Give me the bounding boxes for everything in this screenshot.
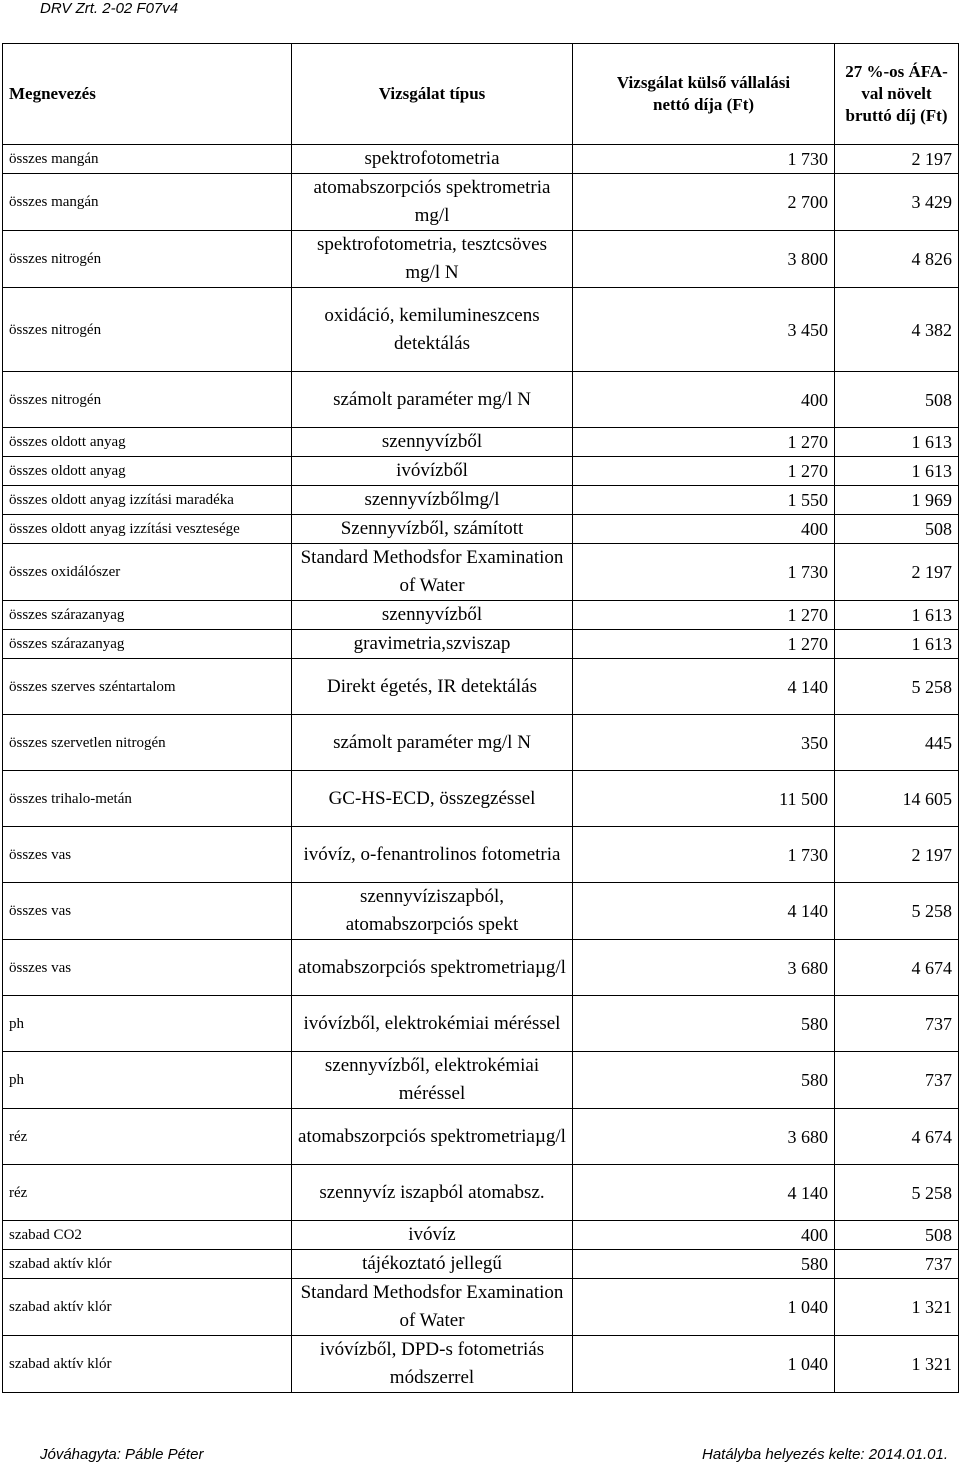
- table-row: [3, 883, 959, 940]
- row-test-type: szennyvíz iszapból atomabsz.: [292, 1165, 573, 1221]
- row-gross-fee: 445: [835, 715, 959, 771]
- row-net-fee: 580: [573, 1052, 835, 1109]
- table-row: [3, 771, 959, 827]
- row-net-fee: 4 140: [573, 883, 835, 940]
- row-gross-fee: 4 382: [835, 288, 959, 372]
- row-test-type: ivóvízből, DPD-s fotometriás módszerrel: [292, 1336, 573, 1393]
- row-test-type: tájékoztató jellegű: [292, 1250, 573, 1279]
- table-row: [3, 1052, 959, 1109]
- row-net-fee: 400: [573, 1221, 835, 1250]
- table-row: [3, 996, 959, 1052]
- table-row: [3, 827, 959, 883]
- row-net-fee: 1 270: [573, 428, 835, 457]
- header-net-fee: Vizsgálat külső vállalási nettó díja (Ft): [573, 44, 835, 145]
- row-gross-fee: 5 258: [835, 1165, 959, 1221]
- row-net-fee: 4 140: [573, 659, 835, 715]
- row-test-type: ivóvízből, elektrokémiai méréssel: [292, 996, 573, 1052]
- row-test-type: Direkt égetés, IR detektálás: [292, 659, 573, 715]
- row-gross-fee: 737: [835, 1052, 959, 1109]
- approved-by: Jóváhagyta: Páble Péter: [40, 1446, 204, 1463]
- row-gross-fee: 1 613: [835, 428, 959, 457]
- row-test-type: Szennyvízből, számított: [292, 515, 573, 544]
- row-gross-fee: 4 674: [835, 1109, 959, 1165]
- row-name: szabad CO2: [3, 1221, 292, 1250]
- row-test-type: gravimetria,szviszap: [292, 630, 573, 659]
- row-net-fee: 3 680: [573, 1109, 835, 1165]
- row-net-fee: 580: [573, 1250, 835, 1279]
- row-gross-fee: 1 613: [835, 601, 959, 630]
- row-net-fee: 3 450: [573, 288, 835, 372]
- row-name: szabad aktív klór: [3, 1279, 292, 1336]
- row-name: összes oldott anyag izzítási maradéka: [3, 486, 292, 515]
- table-row: [3, 428, 959, 457]
- row-test-type: számolt paraméter mg/l N: [292, 715, 573, 771]
- row-test-type: oxidáció, kemilumineszcens detektálás: [292, 288, 573, 372]
- table-body: [3, 145, 959, 1393]
- row-name: összes oldott anyag: [3, 428, 292, 457]
- row-gross-fee: 5 258: [835, 659, 959, 715]
- price-table: [2, 43, 959, 1393]
- row-name: összes oldott anyag izzítási vesztesége: [3, 515, 292, 544]
- row-test-type: szennyvízből: [292, 601, 573, 630]
- document-code: DRV Zrt. 2-02 F07v4: [40, 0, 179, 17]
- table-row: [3, 630, 959, 659]
- row-test-type: számolt paraméter mg/l N: [292, 372, 573, 428]
- row-test-type: ivóvíz: [292, 1221, 573, 1250]
- row-name: összes oxidálószer: [3, 544, 292, 601]
- row-gross-fee: 1 613: [835, 630, 959, 659]
- table-row: [3, 1250, 959, 1279]
- table-row: [3, 174, 959, 231]
- row-test-type: ivóvízből: [292, 457, 573, 486]
- row-name: összes trihalo-metán: [3, 771, 292, 827]
- table-row: [3, 601, 959, 630]
- header-gross-fee: 27 %-os ÁFA-val növelt bruttó díj (Ft): [835, 44, 959, 145]
- row-gross-fee: 2 197: [835, 827, 959, 883]
- row-net-fee: 3 680: [573, 940, 835, 996]
- row-test-type: szennyvízből: [292, 428, 573, 457]
- header-type: Vizsgálat típus: [292, 44, 573, 145]
- row-net-fee: 4 140: [573, 1165, 835, 1221]
- row-test-type: atomabszorpciós spektrometriaµg/l: [292, 1109, 573, 1165]
- row-gross-fee: 508: [835, 515, 959, 544]
- row-net-fee: 1 550: [573, 486, 835, 515]
- table-row: [3, 715, 959, 771]
- row-name: összes mangán: [3, 174, 292, 231]
- row-gross-fee: 2 197: [835, 145, 959, 174]
- row-gross-fee: 508: [835, 372, 959, 428]
- row-gross-fee: 2 197: [835, 544, 959, 601]
- row-name: összes szerves széntartalom: [3, 659, 292, 715]
- row-gross-fee: 4 674: [835, 940, 959, 996]
- row-name: összes mangán: [3, 145, 292, 174]
- row-name: réz: [3, 1109, 292, 1165]
- table-row: [3, 659, 959, 715]
- row-test-type: atomabszorpciós spektrometria mg/l: [292, 174, 573, 231]
- row-name: összes oldott anyag: [3, 457, 292, 486]
- row-gross-fee: 1 321: [835, 1279, 959, 1336]
- row-test-type: GC-HS-ECD, összegzéssel: [292, 771, 573, 827]
- row-name: összes szervetlen nitrogén: [3, 715, 292, 771]
- row-name: ph: [3, 1052, 292, 1109]
- table-row: [3, 1221, 959, 1250]
- effective-date: Hatályba helyezés kelte: 2014.01.01.: [702, 1446, 948, 1463]
- row-net-fee: 2 700: [573, 174, 835, 231]
- row-net-fee: 400: [573, 372, 835, 428]
- row-gross-fee: 3 429: [835, 174, 959, 231]
- row-name: szabad aktív klór: [3, 1336, 292, 1393]
- table-row: [3, 544, 959, 601]
- row-gross-fee: 5 258: [835, 883, 959, 940]
- row-name: összes vas: [3, 883, 292, 940]
- row-name: összes nitrogén: [3, 288, 292, 372]
- row-net-fee: 3 800: [573, 231, 835, 288]
- table-row: [3, 372, 959, 428]
- row-name: réz: [3, 1165, 292, 1221]
- row-net-fee: 1 730: [573, 145, 835, 174]
- row-name: összes szárazanyag: [3, 601, 292, 630]
- row-test-type: ivóvíz, o-fenantrolinos fotometria: [292, 827, 573, 883]
- row-gross-fee: 737: [835, 1250, 959, 1279]
- row-name: összes vas: [3, 940, 292, 996]
- row-name: összes nitrogén: [3, 372, 292, 428]
- table-row: [3, 940, 959, 996]
- table-row: [3, 486, 959, 515]
- row-gross-fee: 4 826: [835, 231, 959, 288]
- row-test-type: szennyvízből, elektrokémiai méréssel: [292, 1052, 573, 1109]
- row-gross-fee: 737: [835, 996, 959, 1052]
- row-test-type: spektrofotometria, tesztcsöves mg/l N: [292, 231, 573, 288]
- row-net-fee: 400: [573, 515, 835, 544]
- table-row: [3, 515, 959, 544]
- row-gross-fee: 1 969: [835, 486, 959, 515]
- row-net-fee: 1 270: [573, 601, 835, 630]
- row-net-fee: 1 040: [573, 1336, 835, 1393]
- row-net-fee: 1 730: [573, 827, 835, 883]
- row-net-fee: 350: [573, 715, 835, 771]
- row-net-fee: 11 500: [573, 771, 835, 827]
- table-row: [3, 1279, 959, 1336]
- row-name: szabad aktív klór: [3, 1250, 292, 1279]
- row-test-type: atomabszorpciós spektrometriaµg/l: [292, 940, 573, 996]
- row-test-type: szennyvízbőlmg/l: [292, 486, 573, 515]
- row-name: összes nitrogén: [3, 231, 292, 288]
- row-gross-fee: 508: [835, 1221, 959, 1250]
- table-row: [3, 1165, 959, 1221]
- row-test-type: spektrofotometria: [292, 145, 573, 174]
- row-test-type: Standard Methodsfor Examination of Water: [292, 544, 573, 601]
- row-test-type: Standard Methodsfor Examination of Water: [292, 1279, 573, 1336]
- header-name: Megnevezés: [3, 44, 292, 145]
- row-name: összes szárazanyag: [3, 630, 292, 659]
- row-test-type: szennyvíziszapból, atomabszorpciós spekt: [292, 883, 573, 940]
- table-row: [3, 145, 959, 174]
- table-row: [3, 457, 959, 486]
- row-net-fee: 580: [573, 996, 835, 1052]
- row-net-fee: 1 270: [573, 630, 835, 659]
- row-gross-fee: 1 321: [835, 1336, 959, 1393]
- row-name: ph: [3, 996, 292, 1052]
- row-gross-fee: 1 613: [835, 457, 959, 486]
- row-gross-fee: 14 605: [835, 771, 959, 827]
- table-row: [3, 231, 959, 288]
- row-name: összes vas: [3, 827, 292, 883]
- table-header-row: [3, 44, 959, 145]
- row-net-fee: 1 730: [573, 544, 835, 601]
- table-row: [3, 1109, 959, 1165]
- table-row: [3, 288, 959, 372]
- row-net-fee: 1 270: [573, 457, 835, 486]
- row-net-fee: 1 040: [573, 1279, 835, 1336]
- table-row: [3, 1336, 959, 1393]
